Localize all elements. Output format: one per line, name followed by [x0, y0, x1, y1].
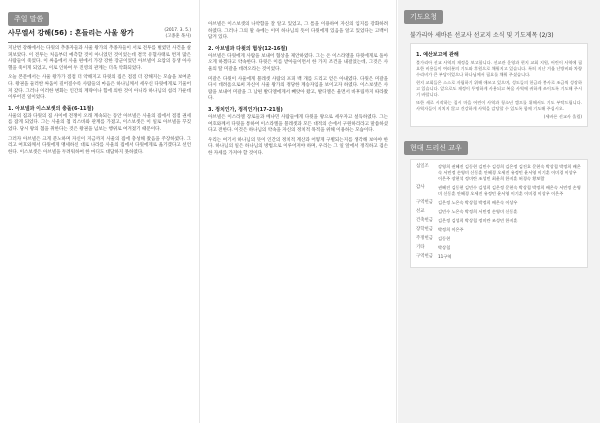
- signature: (세바른 선교사 올림): [543, 114, 582, 119]
- list-item: [416, 209, 582, 215]
- offering-type: 장학헌금: [416, 227, 433, 232]
- offering-type: 구역헌금: [416, 200, 433, 205]
- offering-names: 김동현: [438, 236, 451, 241]
- offering-type: 주정헌금: [416, 236, 433, 241]
- list-item: [416, 227, 582, 233]
- paragraph: 아브넬은 이스보셋의 나약함을 잘 알고 있었고, 그 틈을 이용하여 자신의 입지를 강화하려 하였다. 그러나 그의 말 속에는 이미 하나님의 뜻이 다윗에게 있음을 알고 있었다는 고백이 담겨 있다.: [208, 22, 388, 41]
- prayer-subtitle: 불가리아 세바른 선교사 선교지 소식 및 기도제목 (2/3): [410, 32, 554, 39]
- sermon-header: [8, 28, 191, 40]
- offering-type: 선교: [416, 209, 425, 214]
- offering-names: 권혜진 김동현 김민수 김성희 김은정 문현숙 박상철 박정희 배은숙 서민정 손영미 신동훈 안혜경 오세진 유정민 윤서영 이기훈 이미경 이상우 이은주: [438, 185, 581, 196]
- offering-names: 11구역: [438, 254, 452, 259]
- section-heading: 1. 아브넬과 이스보셋의 충돌(6-11절): [8, 105, 94, 112]
- divider: [8, 42, 191, 43]
- paragraph: 미갈은 다윗이 사울에게 블레셋 사람의 포피 백 개를 드리고 얻은 아내였다. 다윗은 미갈을 다시 데려옴으로써 자신이 사울 왕가의 정당한 계승자임을 보이고자 하였다. 이스보셋은 사람을 보내어 미갈을 그 남편 발디엘에게서 빼앗아 왔고, 발디엘은 울면서 바후림까지 따라왔다.: [208, 76, 388, 102]
- list-item: [416, 218, 582, 224]
- list-item: [416, 200, 582, 206]
- paragraph: 아브넬은 이스라엘 장로들과 베냐민 사람들에게 다윗을 왕으로 세우자고 설득하였다. 그는 여호와께서 다윗을 통하여 이스라엘을 블레셋과 모든 대적의 손에서 구원하리라고 말씀하셨다고 전한다. 이것은 하나님의 약속을 자신의 정치적 목적을 위해 이용하는 모습이다.: [208, 114, 388, 134]
- paragraph: 또한 새로 시작하는 집시 마을 어린이 사역과 청소년 캠프를 위해서도 기도 부탁드립니다. 사역자들이 지치지 않고 건강하게 사역을 감당할 수 있도록 함께 기도해 주십시오.: [416, 100, 582, 111]
- offering-type: 기타: [416, 245, 425, 250]
- paragraph: 현지 교회들은 스스로 자립하기 위해 애쓰고 있으며, 성도들의 헌금과 봉사로 조금씩 성장하고 있습니다. 앞으로도 재정이 투명하게 사용되고 복음 사역에 귀하게 쓰이도록 기도해 주시기 바랍니다.: [416, 80, 582, 97]
- paragraph: 그러자 아브넬은 크게 분노하며 자신이 지금까지 사울의 집에 충성해 왔음을 주장하였다. 그리고 여호와께서 다윗에게 맹세하신 대로 나라를 사울의 집에서 다윗에게로 옮기겠다고 선언한다. 이스보셋은 아브넬을 두려워하여 한 마디도 대답하지 못하였다.: [8, 136, 191, 155]
- sermon-date: (2017. 3. 5.): [164, 28, 191, 33]
- sermon-title: 사무엘서 강해(56) : 흔들리는 사울 왕가: [8, 29, 134, 37]
- sermon-preacher: (고종훈 목사): [165, 34, 191, 39]
- paragraph: 사울의 집과 다윗의 집 사이에 전쟁이 오래 계속되는 동안 아브넬은 사울의 집에서 점점 권세를 잡게 되었다. 그는 사울의 첩 리스바와 관계를 가졌고, 이스보셋은 이 일로 아브넬을 꾸짖었다. 당시 왕의 첩을 취한다는 것은 왕권을 넘보는 행위로 여겨졌기 때문이다.: [8, 113, 191, 132]
- section-tab-sermon: 주일 말씀: [8, 12, 49, 26]
- list-item: [416, 164, 582, 182]
- sidebar-column: [398, 0, 600, 423]
- paragraph: 불가리아 선교 사역의 재정을 보고합니다. 선교관 운영과 현지 교회 지원, 어린이 사역에 필요한 비용들이 여러분의 기도와 후원으로 채워지고 있습니다. 특히 지난 겨울 난방비와 차량 수리비가 큰 부담이었으나 하나님께서 필요를 채워 주셨습니다.: [416, 60, 582, 77]
- list-item: [416, 245, 582, 251]
- paragraph: 아브넬은 다윗에게 사람을 보내어 협상을 제안하였다. 그는 온 이스라엘을 다윗에게로 돌아오게 하겠다고 약속한다. 다윗은 이를 받아들이면서 한 가지 조건을 내걸었는데, 그것은 사울의 딸 미갈을 데려오라는 것이었다.: [208, 53, 388, 72]
- section-heading: 3. 정치인가, 정직인가(17-21절): [208, 106, 283, 113]
- list-item: [416, 236, 582, 242]
- offering-names: 김은정 김성희 박상철 정미란 조성민 한지훈: [438, 218, 518, 223]
- section-tab-prayer: 기도요청: [404, 10, 443, 24]
- sermon-column: [0, 0, 200, 423]
- offering-type: 구역헌금: [416, 254, 433, 259]
- section-tab-offering: 현대 드리신 교우: [404, 141, 468, 155]
- paragraph: 지난번 강해에서는 다윗의 추종자들과 사울 왕가의 추종자들이 서로 전투를 벌였던 사건을 살펴보았다. 이 전투는 처음부터 예측할 것이 아니었던 것이었는데 결국 유혈사태로 번져 많은 사람들이 죽었다. 이 싸움에서 사울 편에서 가장 강한 장군이었던 아브넬이 요압의 동생 아사헬을 죽이게 되었고, 이로 인하여 두 진영의 관계는 더욱 악화되었다.: [8, 46, 191, 71]
- paragraph: 오늘 본문에서는 사울 왕가가 점점 더 약해지고 다윗의 집은 점점 더 강해지는 모습을 보여준다. 왕권을 둘러싼 싸움이 길어질수록 사람들의 마음은 하나님께서 세우신 다윗에게로 기울어져 갔다. 그러나 이러한 변화는 인간의 계략이나 힘에 의한 것이 아니라 하나님의 섭리 가운데 이루어진 일이었다.: [8, 75, 191, 101]
- sermon-column-continued: [200, 0, 397, 423]
- list-item: [416, 254, 582, 260]
- offering-type: 십일조: [416, 164, 429, 169]
- offering-list: [410, 159, 588, 268]
- list-item: [416, 185, 582, 197]
- offering-names: 강영희 권혜진 김동현 김민수 김성희 김은정 김진호 문현숙 박상철 박정희 배은숙 서민정 손영미 신동훈 안혜경 오세진 유정민 윤서영 이기훈 이미경 이상우 이은주 장현석 정미란 조성민 최윤희 한지훈 허경숙 황보람: [438, 164, 581, 181]
- offering-names: 박정희 이은주: [438, 227, 464, 232]
- offering-names: 김은정 노은숙 박상철 박정희 배은숙 이상우: [438, 200, 518, 205]
- section-heading: 2. 아브넬과 다윗의 협상(12-16절): [208, 45, 288, 52]
- offering-names: 박상철: [438, 245, 451, 250]
- box-heading: 1. 예산보고에 관해: [416, 52, 459, 58]
- offering-type: 감사: [416, 185, 425, 190]
- offering-names: 김민수 노은숙 박정희 서민정 손영미 신동훈: [438, 209, 518, 214]
- prayer-box: [410, 43, 588, 127]
- offering-section: [404, 135, 594, 268]
- paragraph: 우리는 여기서 하나님의 뜻이 인간의 정치적 계산과 어떻게 구별되는지를 생각해 보아야 한다. 하나님의 일은 하나님의 방법으로 이루어져야 하며, 우리는 그 일 앞에서 정직하고 겸손한 자세를 가져야 할 것이다.: [208, 137, 388, 156]
- sermon-meta: [164, 28, 191, 40]
- offering-type: 건축헌금: [416, 218, 433, 223]
